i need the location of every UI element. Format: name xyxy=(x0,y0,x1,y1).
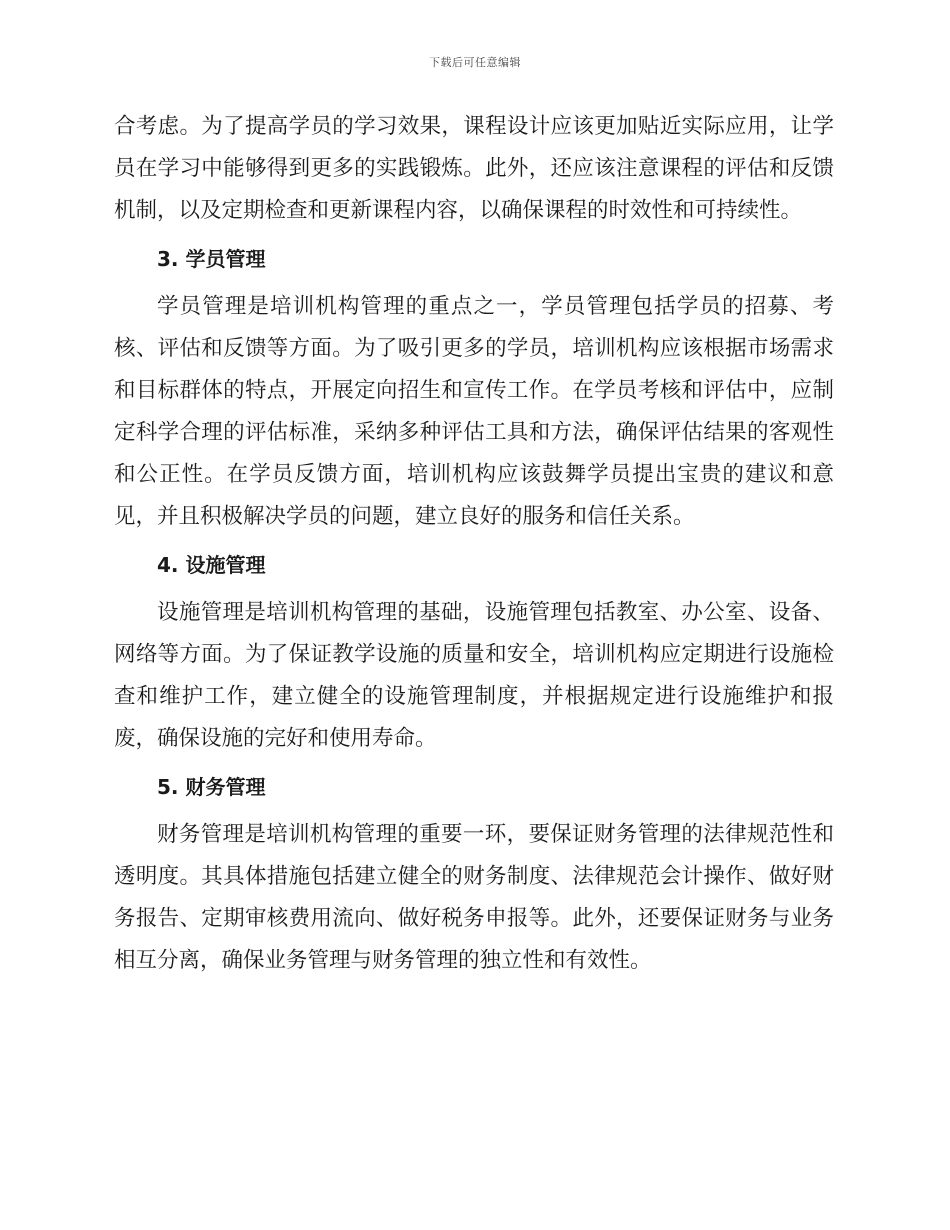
paragraph-financial-management: 财务管理是培训机构管理的重要一环，要保证财务管理的法律规范性和透明度。其具体措施包括建立健全的财务制度、法律规范会计操作、做好财务报告、定期审核费用流向、做好税务申报等。此外，还要保证财务与业务相互分离，确保业务管理与财务管理的独立性和有效性。 xyxy=(114,822,834,973)
paragraph-facility-management: 设施管理是培训机构管理的基础，设施管理包括教室、办公室、设备、网络等方面。为了保证教学设施的质量和安全，培训机构应定期进行设施检查和维护工作，建立健全的设施管理制度，并根据规定进行设施维护和报废，确保设施的完好和使用寿命。 xyxy=(114,600,834,751)
page-header: 下载后可任意编辑 xyxy=(429,56,521,69)
document-body xyxy=(114,106,834,988)
paragraph-continuation: 合考虑。为了提高学员的学习效果，课程设计应该更加贴近实际应用，让学员在学习中能够得到更多的实践锻炼。此外，还应该注意课程的评估和反馈机制，以及定期检查和更新课程内容，以确保课程的时效性和可持续性。 xyxy=(114,114,834,223)
section-heading-student-management: 3. 学员管理 xyxy=(157,247,266,271)
paragraph-student-management: 学员管理是培训机构管理的重点之一，学员管理包括学员的招募、考核、评估和反馈等方面。为了吸引更多的学员，培训机构应该根据市场需求和目标群体的特点，开展定向招生和宣传工作。在学员考核和评估中，应制定科学合理的评估标准，采纳多种评估工具和方法，确保评估结果的客观性和公正性。在学员反馈方面，培训机构应该鼓舞学员提出宝贵的建议和意见，并且积极解决学员的问题，建立良好的服务和信任关系。 xyxy=(114,294,834,529)
section-heading-financial-management: 5. 财务管理 xyxy=(157,775,266,799)
section-heading-facility-management: 4. 设施管理 xyxy=(157,553,266,577)
